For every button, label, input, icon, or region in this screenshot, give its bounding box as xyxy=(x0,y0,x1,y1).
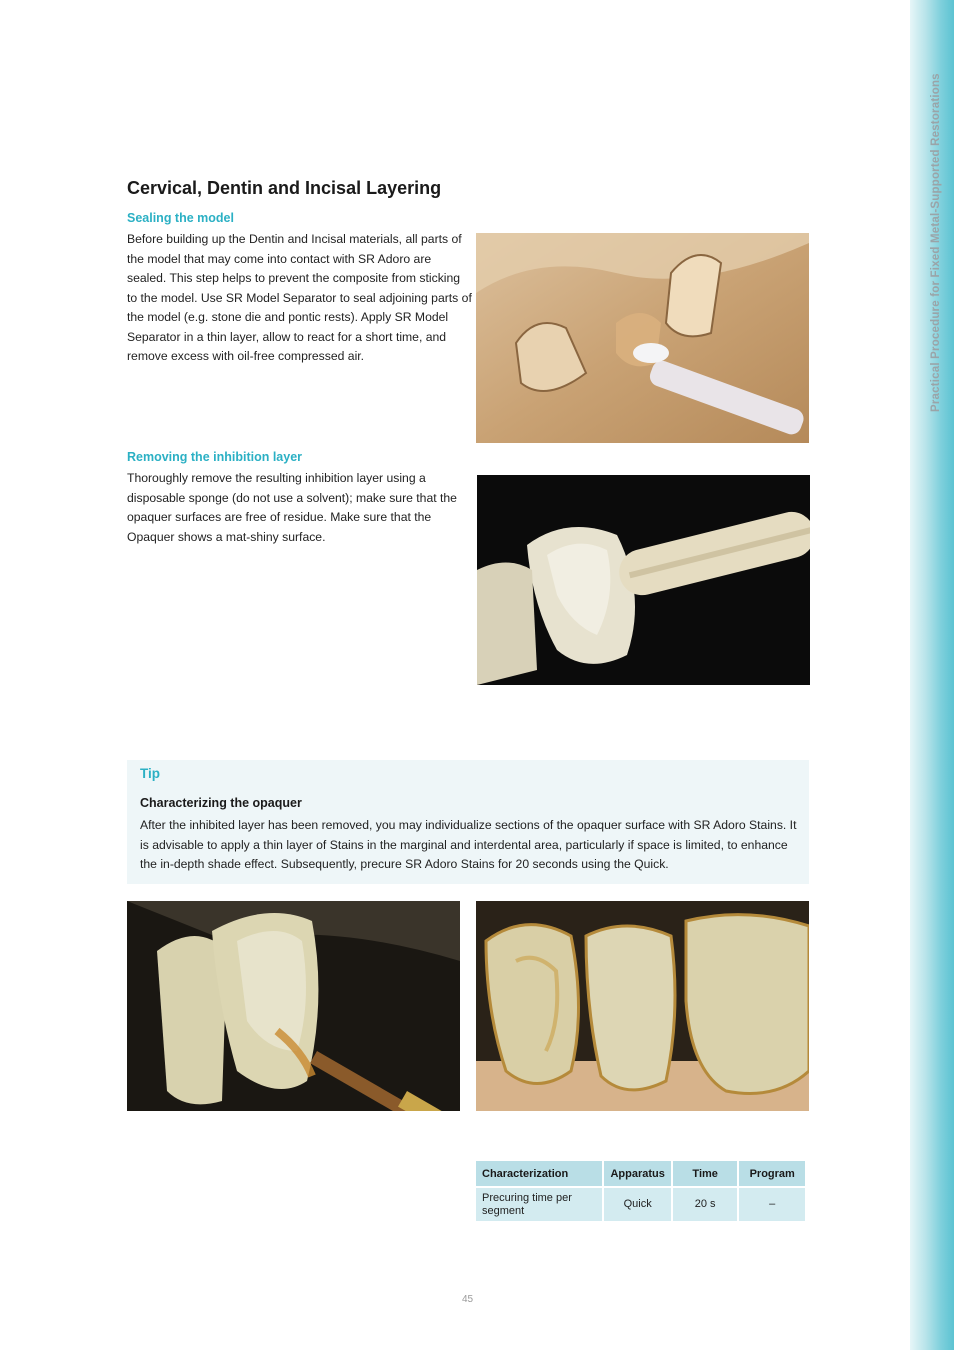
sidebar-title: Practical Procedure for Fixed Metal-Supported Restorations xyxy=(930,73,942,412)
photo-sponge xyxy=(477,475,810,685)
section-text-inhibition: Thoroughly remove the resulting inhibition layer using a disposable sponge (do not use a solvent); make sure that the opaquer surfaces are free of residue. Make sure that the Opaquer shows a mat-shiny surface. xyxy=(127,471,457,544)
table-header-apparatus: Apparatus xyxy=(604,1161,670,1186)
table-header-program: Program xyxy=(739,1161,805,1186)
table-row xyxy=(476,1188,805,1221)
tip-title: Characterizing the opaquer xyxy=(140,796,302,810)
photo-stains-brush xyxy=(127,901,460,1111)
section-title-sealing: Sealing the model xyxy=(127,211,234,225)
section-text-sealing: Before building up the Dentin and Incisal materials, all parts of the model that may come into contact with SR Adoro are sealed. This step helps to prevent the composite from sticking to the model. Use SR Model Separator to seal adjoining parts of the model (e.g. stone die and pontic rests). Apply SR Model Separator in a thin layer, allow to react for a short time, and remove excess with oil-free compressed air. xyxy=(127,232,472,363)
table-header-row xyxy=(476,1161,805,1186)
tip-box xyxy=(127,760,809,884)
tip-label: Tip xyxy=(140,766,160,781)
table-cell-apparatus: Quick xyxy=(604,1188,670,1221)
photo-stained-teeth xyxy=(476,901,809,1111)
table-header-time: Time xyxy=(673,1161,738,1186)
table-header-characterization: Characterization xyxy=(476,1161,602,1186)
page-title: Cervical, Dentin and Incisal Layering xyxy=(127,178,442,198)
section-title-inhibition: Removing the inhibition layer xyxy=(127,450,303,464)
photo-model-separator xyxy=(476,233,809,443)
table-cell-characterization: Precuring time per segment xyxy=(476,1188,602,1221)
characterization-table xyxy=(474,1159,807,1223)
table-cell-program: – xyxy=(739,1188,805,1221)
table-cell-time: 20 s xyxy=(673,1188,738,1221)
page-number: 45 xyxy=(462,1294,474,1305)
tip-text: After the inhibited layer has been removed, you may individualize sections of the opaquer surface with SR Adoro Stains. It is advisable to apply a thin layer of Stains in the marginal and interdental area, particularly if space is limited, to enhance the in-depth shade effect. Subsequently, precure SR Adoro Stains for 20 seconds using the Quick. xyxy=(140,818,797,871)
